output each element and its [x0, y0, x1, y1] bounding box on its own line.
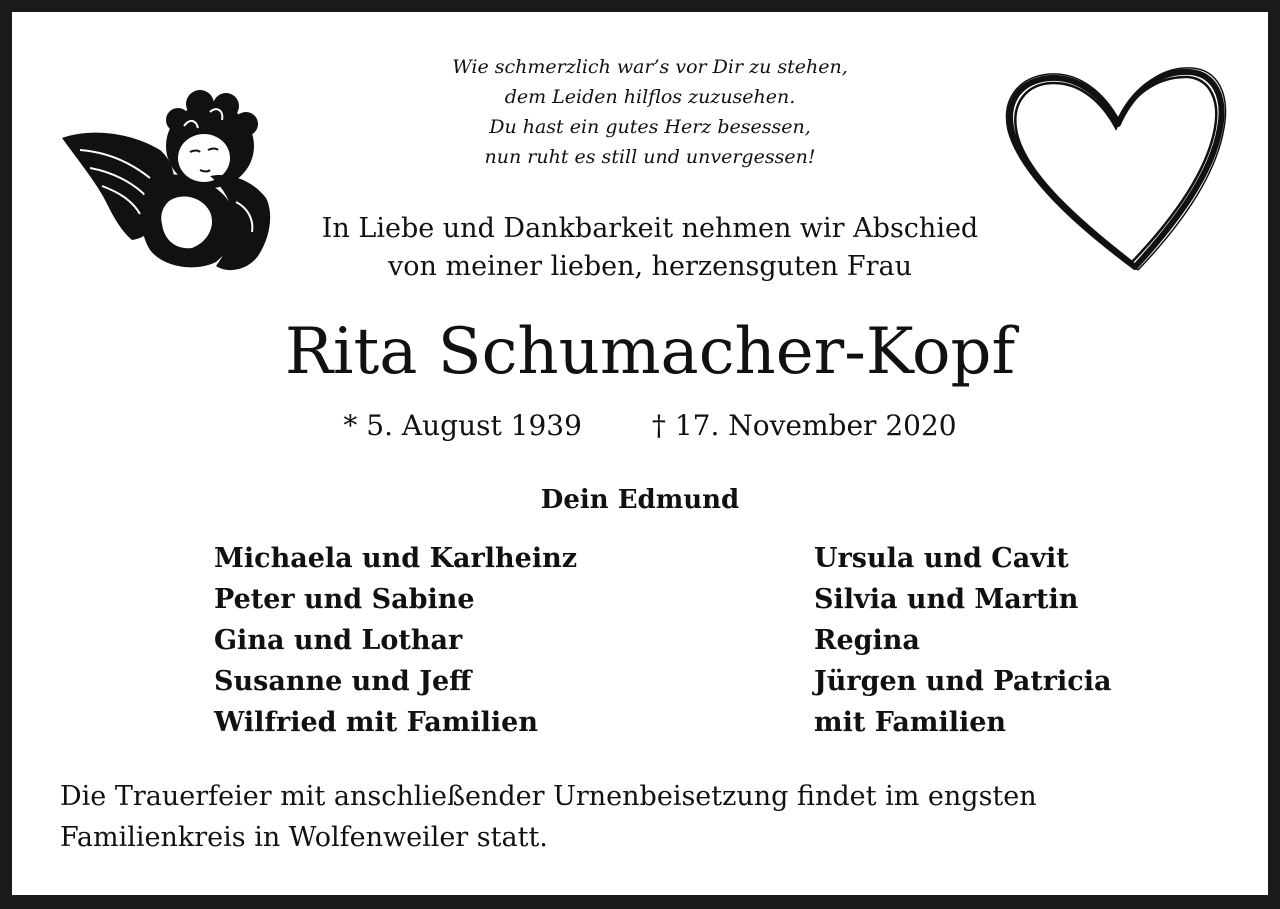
family-entry: Susanne und Jeff [214, 666, 472, 697]
family-entry: Regina [814, 625, 920, 656]
poem [330, 52, 970, 172]
family-list-left [214, 538, 577, 743]
family-entry: Ursula und Cavit [814, 543, 1069, 574]
deceased-name: Rita Schumacher-Kopf [284, 315, 1016, 389]
family-list-right [814, 538, 1111, 743]
family-entry: Peter und Sabine [214, 584, 475, 615]
signer-name: Dein Edmund [540, 485, 740, 515]
poem-line: dem Leiden hilflos zuzusehen. [504, 86, 796, 108]
family-entry: Silvia und Martin [814, 584, 1079, 615]
poem-line: nun ruht es still und unvergessen! [484, 146, 816, 168]
family-entry: Wilfried mit Familien [214, 707, 538, 738]
birth-date: * 5. August 1939 [343, 409, 582, 442]
family-entry: Jürgen und Patricia [814, 666, 1112, 697]
intro-line: von meiner lieben, herzensguten Frau [388, 251, 912, 282]
intro-text [240, 210, 1060, 286]
family-entry: Michaela und Karlheinz [214, 543, 578, 574]
funeral-notice: Die Trauerfeier mit anschließender Urnenbeisetzung findet im engsten Familienkreis in Wolfenweiler statt. [60, 781, 1037, 853]
life-dates [240, 406, 1060, 446]
intro-line: In Liebe und Dankbarkeit nehmen wir Abschied [321, 213, 979, 244]
poem-line: Du hast ein gutes Herz besessen, [489, 116, 811, 138]
family-entry: Gina und Lothar [214, 625, 463, 656]
death-date: † 17. November 2020 [651, 409, 957, 442]
family-entry: mit Familien [814, 707, 1007, 738]
poem-line: Wie schmerzlich war’s vor Dir zu stehen, [452, 56, 848, 78]
